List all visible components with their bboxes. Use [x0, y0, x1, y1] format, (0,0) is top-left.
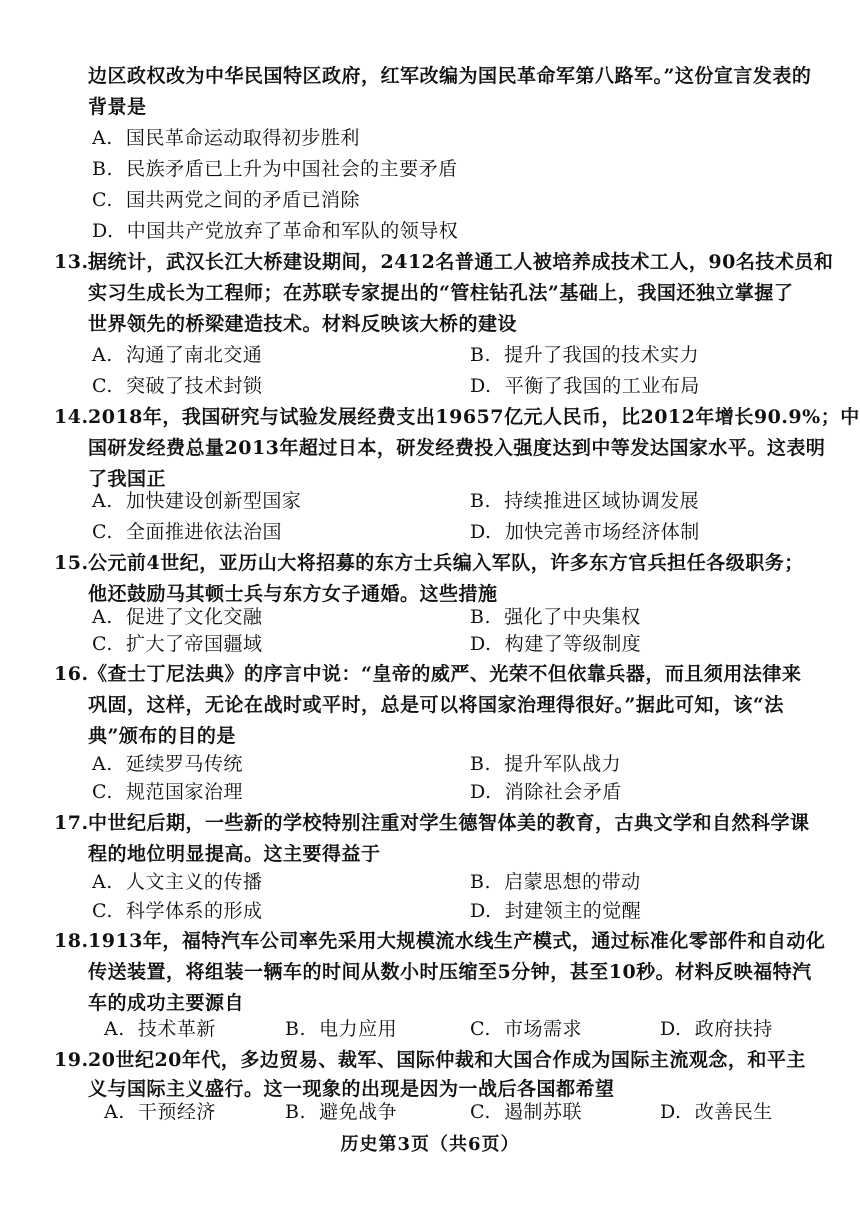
- q18-option-a: A. 技术革新: [104, 1018, 216, 1040]
- q13-option-a: A. 沟通了南北交通: [92, 344, 263, 366]
- q16-line-1: 16.《查士丁尼法典》的序言中说：“皇帝的威严、光荣不但依靠兵器，而且须用法律来: [54, 663, 802, 685]
- q17-option-c: C. 科学体系的形成: [92, 900, 263, 922]
- q15-option-a: A. 促进了文化交融: [92, 606, 263, 628]
- q16-line-2: 巩固，这样，无论在战时或平时，总是可以将国家治理得很好。”据此可知，该“法: [88, 694, 784, 716]
- q19-option-c: C. 遏制苏联: [470, 1101, 583, 1123]
- q19-option-a: A. 干预经济: [104, 1101, 216, 1123]
- intro-option-c: C. 国共两党之间的矛盾已消除: [92, 189, 361, 211]
- q17-line-2: 程的地位明显提高。这主要得益于: [88, 843, 381, 865]
- q16-option-a: A. 延续罗马传统: [92, 753, 243, 775]
- q14-option-a: A. 加快建设创新型国家: [92, 490, 302, 512]
- intro-option-d: D. 中国共产党放弃了革命和军队的领导权: [92, 220, 459, 242]
- q16-option-b: B. 提升军队战力: [470, 753, 622, 775]
- q19-option-b: B. 避免战争: [285, 1101, 398, 1123]
- q14-option-b: B. 持续推进区域协调发展: [470, 490, 700, 512]
- q18-option-d: D. 政府扶持: [660, 1018, 773, 1040]
- q13-line-1: 13.据统计，武汉长江大桥建设期间，2412名普通工人被培养成技术工人，90名技术员和: [54, 251, 834, 273]
- q19-line-1: 19.20世纪20年代，多边贸易、裁军、国际仲裁和大国合作成为国际主流观念，和平主: [54, 1049, 806, 1071]
- q18-line-3: 车的成功主要源自: [88, 992, 245, 1014]
- q13-option-c: C. 突破了技术封锁: [92, 375, 263, 397]
- q14-option-d: D. 加快完善市场经济体制: [470, 521, 700, 543]
- q14-line-3: 了我国正: [88, 468, 167, 490]
- q16-option-c: C. 规范国家治理: [92, 781, 244, 803]
- intro-option-b: B. 民族矛盾已上升为中国社会的主要矛盾: [92, 158, 458, 180]
- q19-option-d: D. 改善民生: [660, 1101, 773, 1123]
- q18-line-2: 传送装置，将组装一辆车的时间从数小时压缩至5分钟，甚至10秒。材料反映福特汽: [88, 961, 812, 983]
- q18-line-1: 18.1913年，福特汽车公司率先采用大规模流水线生产模式，通过标准化零部件和自动化: [54, 930, 826, 952]
- q17-option-d: D. 封建领主的觉醒: [470, 900, 642, 922]
- intro-line-1: 边区政权改为中华民国特区政府，红军改编为国民革命军第八路军。”这份宣言发表的: [88, 65, 812, 87]
- q19-line-2: 义与国际主义盛行。这一现象的出现是因为一战后各国都希望: [88, 1078, 615, 1100]
- q15-line-2: 他还鼓励马其顿士兵与东方女子通婚。这些措施: [88, 583, 498, 605]
- q13-line-3: 世界领先的桥梁建造技术。材料反映该大桥的建设: [88, 313, 518, 335]
- q14-line-1: 14.2018年，我国研究与试验发展经费支出19657亿元人民币，比2012年增长90.9%；中: [54, 406, 860, 428]
- q17-option-b: B. 启蒙思想的带动: [470, 871, 641, 893]
- q17-option-a: A. 人文主义的传播: [92, 871, 263, 893]
- q13-option-d: D. 平衡了我国的工业布局: [470, 375, 700, 397]
- q15-option-d: D. 构建了等级制度: [470, 633, 642, 655]
- q17-line-1: 17.中世纪后期，一些新的学校特别注重对学生德智体美的教育，古典文学和自然科学课: [54, 812, 810, 834]
- q15-line-1: 15.公元前4世纪，亚历山大将招募的东方士兵编入军队，许多东方官兵担任各级职务；: [54, 552, 804, 574]
- q14-option-c: C. 全面推进依法治国: [92, 521, 283, 543]
- q18-option-b: B. 电力应用: [285, 1018, 398, 1040]
- q18-option-c: C. 市场需求: [470, 1018, 583, 1040]
- q13-option-b: B. 提升了我国的技术实力: [470, 344, 700, 366]
- q15-option-c: C. 扩大了帝国疆域: [92, 633, 263, 655]
- intro-option-a: A. 国民革命运动取得初步胜利: [92, 127, 360, 149]
- page-footer: 历史第3页（共6页）: [340, 1134, 520, 1155]
- q16-line-3: 典”颁布的目的是: [88, 725, 236, 747]
- intro-line-2: 背景是: [88, 96, 147, 118]
- q14-line-2: 国研发经费总量2013年超过日本，研发经费投入强度达到中等发达国家水平。这表明: [88, 437, 826, 459]
- q13-line-2: 实习生成长为工程师；在苏联专家提出的“管柱钻孔法”基础上，我国还独立掌握了: [88, 282, 794, 304]
- q15-option-b: B. 强化了中央集权: [470, 606, 641, 628]
- q16-option-d: D. 消除社会矛盾: [470, 781, 622, 803]
